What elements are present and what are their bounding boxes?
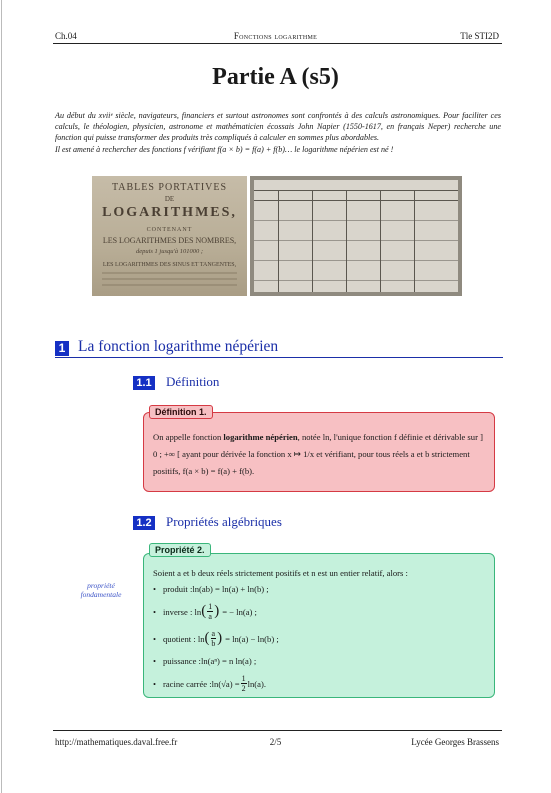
item-label: produit : — [163, 584, 193, 594]
bullet-icon: • — [153, 656, 157, 666]
item-math: ln(a). — [247, 678, 266, 689]
book-line: depuis 1 jusqu'à 101000 ; — [135, 248, 204, 255]
table-scan — [254, 180, 458, 292]
header-class: Tle STI2D — [460, 31, 499, 41]
item-math: = − ln(a) ; — [222, 606, 257, 617]
section-rule — [55, 357, 503, 358]
property-content — [153, 568, 486, 701]
definition-tag: Définition 1. — [149, 405, 213, 419]
bullet-icon: • — [153, 606, 157, 617]
header-topic: Fonctions logarithme — [233, 31, 318, 41]
definition-box — [143, 412, 495, 492]
footer-rule — [53, 730, 502, 731]
item-math: ln(√a) = — [211, 678, 240, 689]
property-item — [153, 674, 486, 693]
item-label: inverse : ln — [163, 606, 202, 617]
bullet-icon: • — [153, 678, 157, 689]
item-math: = ln(a) − ln(b) ; — [225, 633, 279, 644]
property-item — [153, 656, 486, 666]
footer-page-number: 2/5 — [269, 737, 282, 747]
header-chapter: Ch.04 — [55, 31, 77, 41]
property-item: • inverse : ln ( $\frac{1}{a}$ ) = − ln(a) ; — [153, 602, 257, 621]
item-math: ln(aⁿ) = n ln(a) ; — [200, 656, 257, 666]
header-rule — [53, 43, 502, 44]
definition-term: logarithme népérien — [223, 432, 298, 442]
property-tag: Propriété 2. — [149, 543, 211, 557]
margin-note: propriété fondamentale — [80, 581, 122, 599]
footer-url[interactable]: http://mathematiques.daval.free.fr — [55, 737, 178, 747]
book-line: DE — [164, 195, 175, 203]
subsection-number: 1.1 — [133, 376, 155, 390]
book-line: CONTENANT — [146, 227, 193, 233]
book-line: LES LOGARITHMES DES SINUS ET TANGENTES, — [102, 262, 237, 268]
item-label: quotient : ln — [163, 633, 205, 644]
subsection-number: 1.2 — [133, 516, 155, 530]
bullet-icon: • — [153, 633, 157, 644]
property-intro: Soient a et b deux réels strictement positifs et n est un entier relatif, alors : — [153, 568, 408, 578]
definition-text — [153, 429, 484, 480]
fraction: $\frac{1}{a}$ — [208, 602, 213, 621]
page-edge — [1, 0, 2, 793]
book-line: LOGARITHMES, — [102, 205, 237, 220]
log-table-image — [250, 176, 462, 296]
book-cover-image — [92, 176, 247, 296]
intro-text-1: Au début du xviiᵉ siècle, navigateurs, financiers et surtout astronomes sont confrontés à des calculs astronomiques. Pour faciliter ces calculs, le théologien, physicien, astronome et mathématicien écossais John Napier (1550-1617, en français Neper) recherche une fonction qui puisse transformer des produits très compliqués à calculer en sommes plus abordables. — [55, 111, 501, 143]
property-box — [143, 553, 495, 698]
footer-school: Lycée Georges Brassens — [411, 737, 499, 747]
definition-text-b: , notée ln, l'unique fonction f définie et dérivable sur ] 0 ; +∞ [ ayant pour dérivée la fonction x ↦ 1/x et vérifiant, pour tous réels a et b strictement positifs, f(a × b) = f(a) + f(b). — [153, 432, 483, 476]
book-line: TABLES PORTATIVES — [111, 182, 228, 193]
section-title: La fonction logarithme népérien — [78, 338, 279, 355]
property-item: • quotient : ln ( $\frac{a}{b}$ ) = ln(a) − ln(b) ; — [153, 629, 279, 648]
fraction: $\frac{a}{b}$ — [211, 629, 216, 648]
bullet-icon: • — [153, 584, 157, 594]
page-title: Partie A (s5) — [212, 64, 339, 90]
item-label: racine carrée : — [163, 678, 212, 689]
intro-paragraph — [55, 110, 501, 155]
fraction: $\frac{1}{2}$ — [241, 674, 246, 693]
section-number: 1 — [55, 341, 69, 356]
item-label: puissance : — [163, 656, 201, 666]
subsection-title: Définition — [166, 374, 220, 389]
definition-text-a: On appelle fonction — [153, 432, 224, 442]
intro-text-2: Il est amené à rechercher des fonctions f vérifiant f(a × b) = f(a) + f(b)… le logarithme népérien est né ! — [55, 144, 394, 154]
property-item — [153, 584, 486, 594]
item-math: ln(ab) = ln(a) + ln(b) ; — [192, 584, 269, 594]
subsection-title: Propriétés algébriques — [166, 514, 282, 529]
book-line: LES LOGARITHMES DES NOMBRES, — [102, 236, 237, 245]
